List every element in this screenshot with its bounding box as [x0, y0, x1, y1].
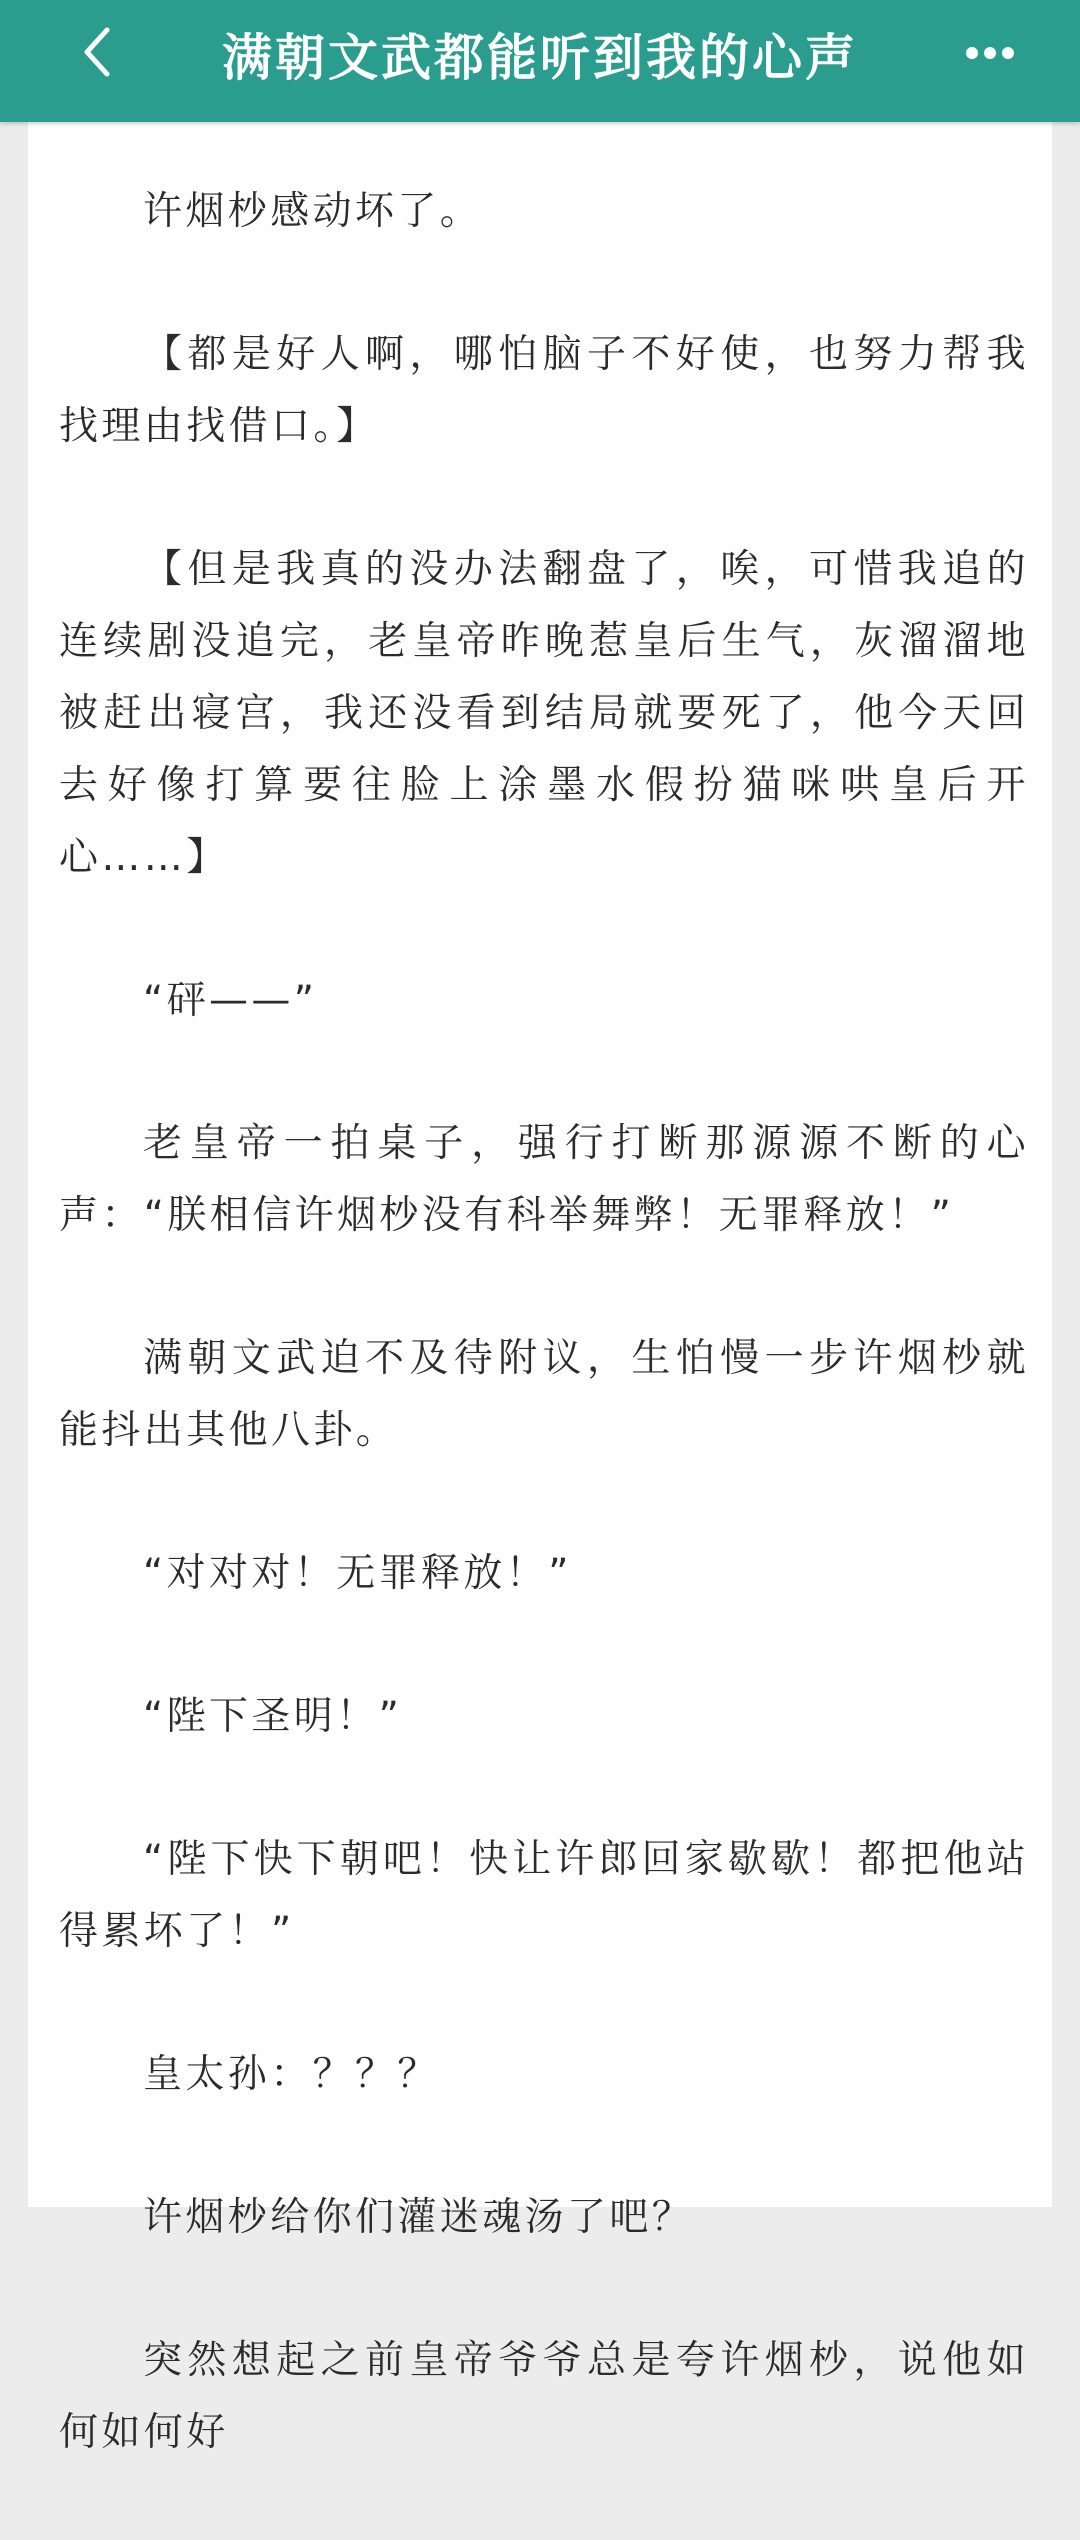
back-button[interactable] — [62, 16, 132, 92]
paragraph: 老皇帝一拍桌子，强行打断那源源不断的心声：“朕相信许烟杪没有科举舞弊！无罪释放！” — [59, 1121, 1029, 1238]
chapter-text — [59, 176, 1029, 2540]
paragraph: “砰——” — [143, 978, 318, 1023]
paragraph: 【但是我真的没办法翻盘了，唉，可惜我追的连续剧没追完，老皇帝昨晚惹皇后生气，灰溜溜地被赶出寝宫，我还没看到结局就要死了，他今天回去好像打算要往脸上涂墨水假扮猫咪哄皇后开心……】 — [59, 547, 1029, 880]
paragraph: 满朝文武迫不及待附议，生怕慢一步许烟杪就能抖出其他八卦。 — [59, 1336, 1029, 1453]
more-horizontal-icon — [965, 45, 1015, 64]
paragraph: 【都是好人啊，哪怕脑子不好使，也努力帮我找理由找借口。】 — [59, 332, 1029, 449]
chevron-left-icon — [77, 24, 117, 84]
paragraph: “对对对！无罪释放！” — [143, 1551, 572, 1596]
more-options-button[interactable] — [950, 24, 1030, 84]
paragraph: “陛下圣明！” — [143, 1694, 403, 1739]
book-title: 满朝文武都能听到我的心声 — [222, 29, 858, 87]
paragraph: 突然想起之前皇帝爷爷总是夸许烟杪，说他如何如何好 — [59, 2338, 1029, 2455]
paragraph: 皇太孙：？？？ — [143, 2052, 440, 2097]
paragraph: 许烟杪给你们灌迷魂汤了吧？ — [143, 2195, 695, 2240]
reading-page[interactable] — [28, 122, 1052, 2455]
paragraph: “陛下快下朝吧！快让许郎回家歇歇！都把他站得累坏了！” — [59, 1837, 1029, 1954]
top-app-bar — [0, 0, 1080, 122]
paragraph: 许烟杪感动坏了。 — [143, 189, 483, 234]
